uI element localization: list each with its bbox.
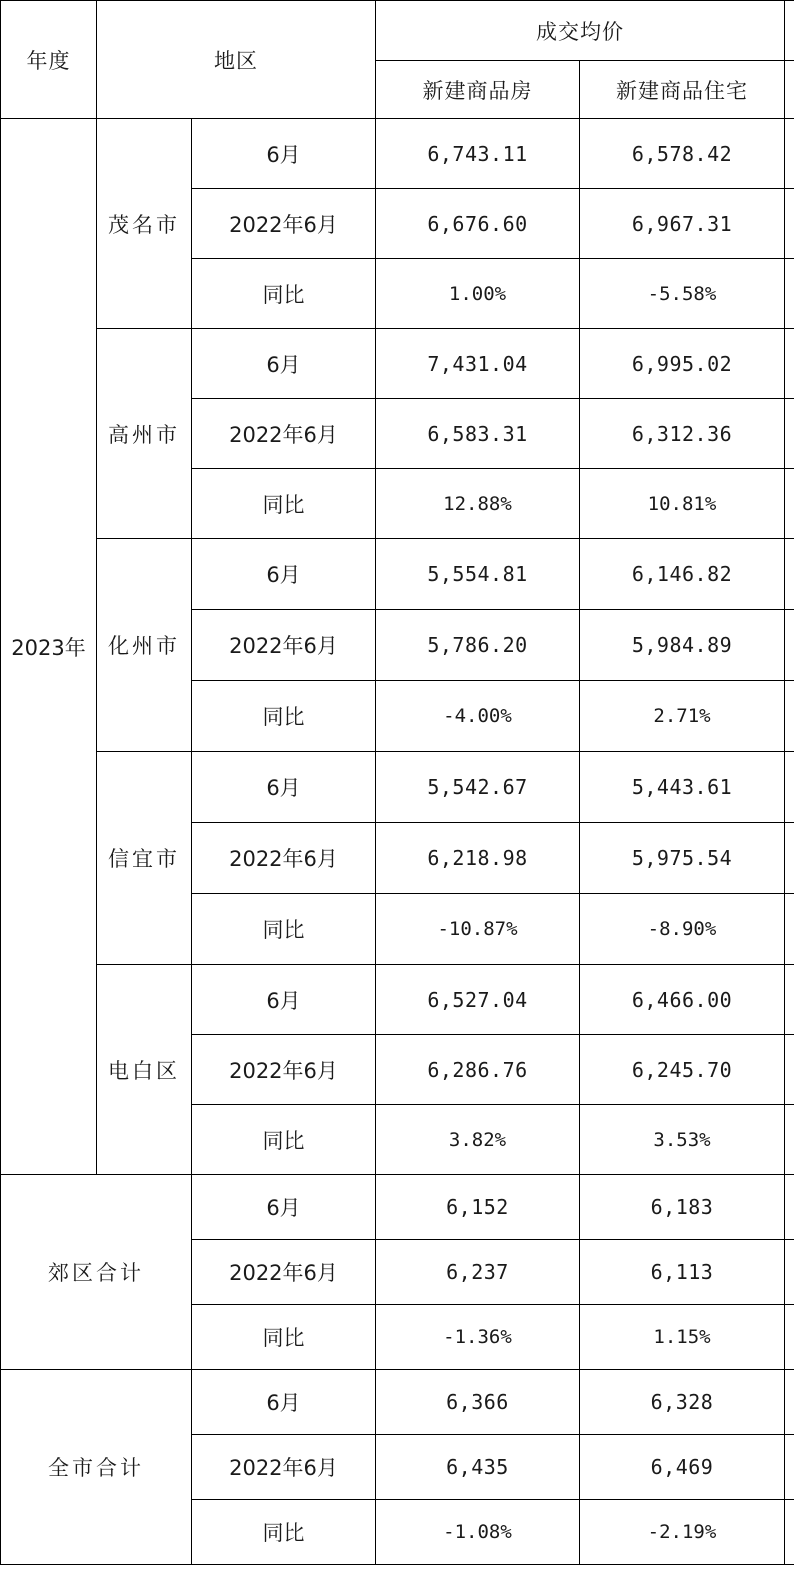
region-name: 高州市 xyxy=(97,329,192,539)
table-row xyxy=(1,1175,794,1240)
residential-value: 5,443.61 xyxy=(580,752,785,823)
row-label: 同比 xyxy=(192,681,376,752)
region-name: 信宜市 xyxy=(97,752,192,965)
edge-cell xyxy=(785,119,794,189)
commercial-value: 5,554.81 xyxy=(376,539,580,610)
edge-cell xyxy=(785,1435,794,1500)
residential-value: 5,984.89 xyxy=(580,610,785,681)
residential-value: -2.19% xyxy=(580,1500,785,1565)
header-new-residential: 新建商品住宅 xyxy=(580,61,785,119)
commercial-value: 7,431.04 xyxy=(376,329,580,399)
table-row xyxy=(1,539,794,610)
header-region: 地区 xyxy=(97,1,376,119)
edge-cell xyxy=(785,610,794,681)
row-label: 2022年6月 xyxy=(192,823,376,894)
commercial-value: 6,286.76 xyxy=(376,1035,580,1105)
residential-value: 10.81% xyxy=(580,469,785,539)
table-row xyxy=(1,1370,794,1435)
row-label: 同比 xyxy=(192,1305,376,1370)
row-label: 同比 xyxy=(192,469,376,539)
edge-cell xyxy=(785,1240,794,1305)
edge-cell xyxy=(785,681,794,752)
edge-cell xyxy=(785,1305,794,1370)
commercial-value: 5,542.67 xyxy=(376,752,580,823)
table-row xyxy=(1,752,794,823)
edge-cell xyxy=(785,965,794,1035)
header-year: 年度 xyxy=(1,1,97,119)
commercial-value: -1.36% xyxy=(376,1305,580,1370)
row-label: 6月 xyxy=(192,539,376,610)
residential-value: 6,466.00 xyxy=(580,965,785,1035)
edge-cell xyxy=(785,823,794,894)
edge-cell xyxy=(785,329,794,399)
edge-cell xyxy=(785,189,794,259)
residential-value: 6,146.82 xyxy=(580,539,785,610)
residential-value: 3.53% xyxy=(580,1105,785,1175)
edge-cell xyxy=(785,752,794,823)
suburb-total-label: 郊区合计 xyxy=(1,1175,192,1370)
edge-cell xyxy=(785,1035,794,1105)
row-label: 2022年6月 xyxy=(192,610,376,681)
commercial-value: -1.08% xyxy=(376,1500,580,1565)
edge-cell xyxy=(785,469,794,539)
residential-value: -5.58% xyxy=(580,259,785,329)
edge-cell xyxy=(785,1370,794,1435)
table-row xyxy=(1,965,794,1035)
residential-value: 6,578.42 xyxy=(580,119,785,189)
commercial-value: 6,218.98 xyxy=(376,823,580,894)
row-label: 同比 xyxy=(192,1105,376,1175)
row-label: 同比 xyxy=(192,1500,376,1565)
residential-value: -8.90% xyxy=(580,894,785,965)
edge-cell xyxy=(785,1105,794,1175)
row-label: 2022年6月 xyxy=(192,1240,376,1305)
region-name: 电白区 xyxy=(97,965,192,1175)
row-label: 同比 xyxy=(192,259,376,329)
header-overflow-cell xyxy=(785,61,794,119)
table-row xyxy=(1,329,794,399)
row-label: 同比 xyxy=(192,894,376,965)
edge-cell xyxy=(785,539,794,610)
residential-value: 6,312.36 xyxy=(580,399,785,469)
region-name: 茂名市 xyxy=(97,119,192,329)
row-label: 6月 xyxy=(192,1370,376,1435)
residential-value: 6,995.02 xyxy=(580,329,785,399)
residential-value: 2.71% xyxy=(580,681,785,752)
row-label: 6月 xyxy=(192,965,376,1035)
commercial-value: 6,583.31 xyxy=(376,399,580,469)
table-row xyxy=(1,119,794,189)
commercial-value: 12.88% xyxy=(376,469,580,539)
residential-value: 6,967.31 xyxy=(580,189,785,259)
residential-value: 1.15% xyxy=(580,1305,785,1370)
commercial-value: 6,366 xyxy=(376,1370,580,1435)
residential-value: 6,245.70 xyxy=(580,1035,785,1105)
commercial-value: 6,743.11 xyxy=(376,119,580,189)
residential-value: 5,975.54 xyxy=(580,823,785,894)
header-overflow-cell xyxy=(785,1,794,61)
header-new-commercial: 新建商品房 xyxy=(376,61,580,119)
row-label: 2022年6月 xyxy=(192,189,376,259)
row-label: 2022年6月 xyxy=(192,399,376,469)
commercial-value: 6,237 xyxy=(376,1240,580,1305)
city-total-label: 全市合计 xyxy=(1,1370,192,1565)
residential-value: 6,469 xyxy=(580,1435,785,1500)
row-label: 2022年6月 xyxy=(192,1035,376,1105)
commercial-value: 1.00% xyxy=(376,259,580,329)
header-avg-price: 成交均价 xyxy=(376,1,785,61)
commercial-value: 6,527.04 xyxy=(376,965,580,1035)
residential-value: 6,113 xyxy=(580,1240,785,1305)
edge-cell xyxy=(785,1175,794,1240)
row-label: 6月 xyxy=(192,752,376,823)
row-label: 6月 xyxy=(192,329,376,399)
region-name: 化州市 xyxy=(97,539,192,752)
row-label: 6月 xyxy=(192,1175,376,1240)
commercial-value: 5,786.20 xyxy=(376,610,580,681)
residential-value: 6,328 xyxy=(580,1370,785,1435)
commercial-value: 3.82% xyxy=(376,1105,580,1175)
row-label: 2022年6月 xyxy=(192,1435,376,1500)
commercial-value: -4.00% xyxy=(376,681,580,752)
row-label: 6月 xyxy=(192,119,376,189)
edge-cell xyxy=(785,259,794,329)
edge-cell xyxy=(785,894,794,965)
year-cell: 2023年 xyxy=(1,119,97,1175)
commercial-value: -10.87% xyxy=(376,894,580,965)
commercial-value: 6,435 xyxy=(376,1435,580,1500)
edge-cell xyxy=(785,1500,794,1565)
edge-cell xyxy=(785,399,794,469)
commercial-value: 6,676.60 xyxy=(376,189,580,259)
residential-value: 6,183 xyxy=(580,1175,785,1240)
commercial-value: 6,152 xyxy=(376,1175,580,1240)
